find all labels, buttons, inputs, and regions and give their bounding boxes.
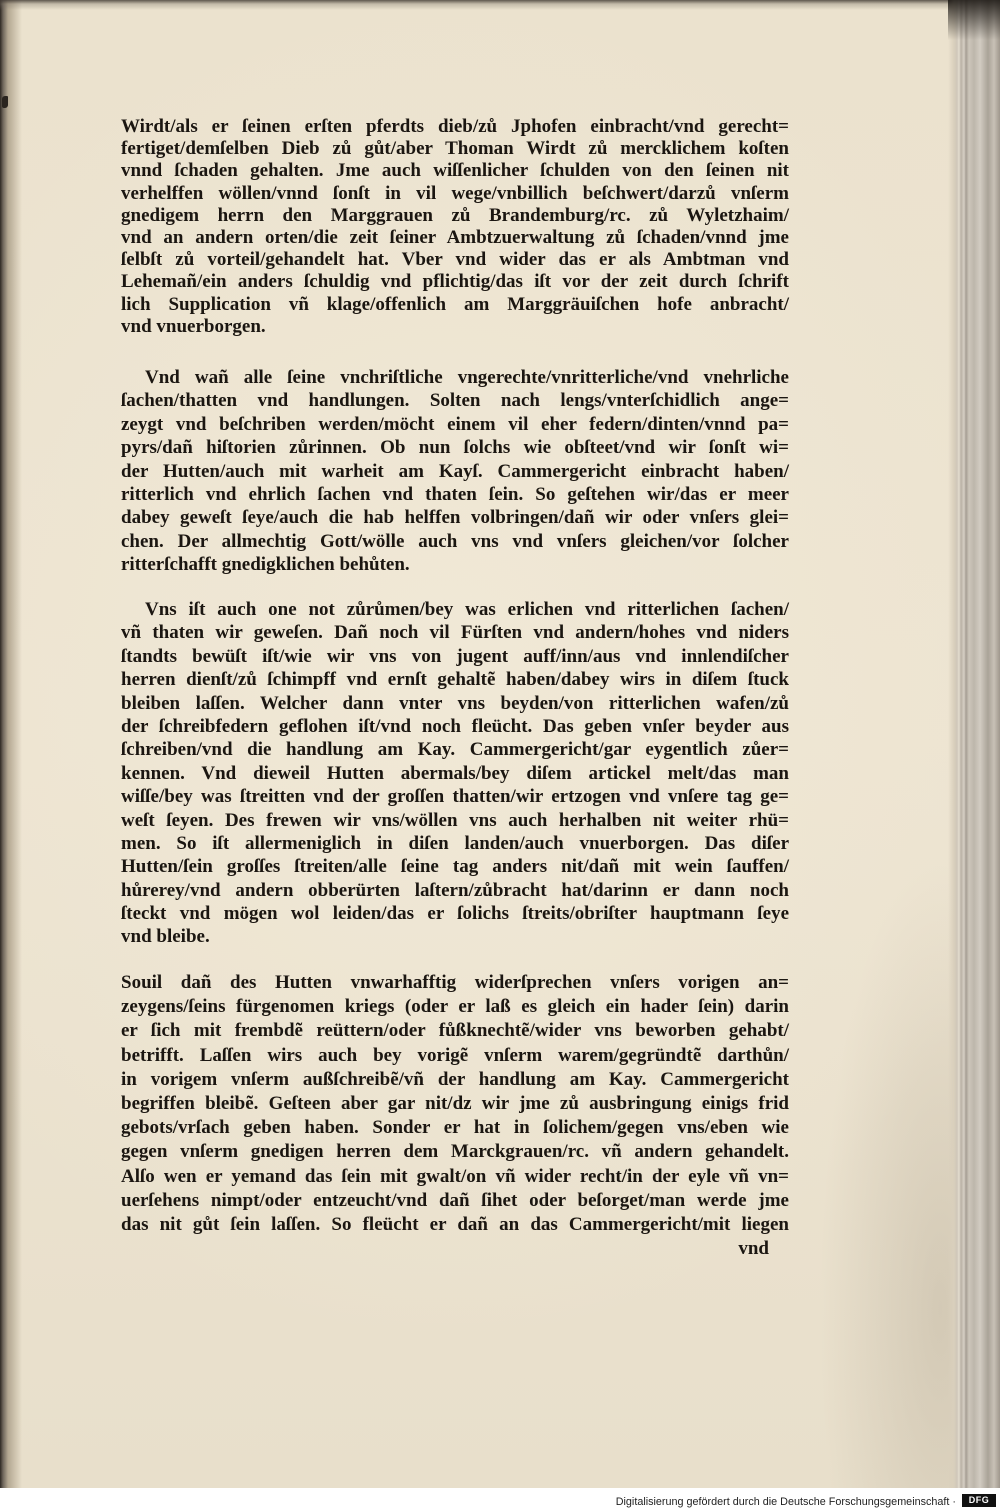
- text-line: dabey geweſt ſeye/auch die hab helffen volbringen/dañ wir oder vnſers glei=: [121, 507, 789, 529]
- paragraph: [121, 598, 789, 949]
- text-line: ſelbſt zů vorteil/gehandelt hat. Vber vnd wider das er als Ambtman vnd: [121, 249, 789, 271]
- text-line: das nit gůt ſein laſſen. So fleücht er dañ an das Cammergericht/mit liegen: [121, 1213, 789, 1235]
- digitization-credit: Digitalisierung gefördert durch die Deutsche Forschungsgemeinschaft ·: [615, 1496, 956, 1508]
- book-page-edge: [948, 0, 1000, 1488]
- dfg-logo: DFG: [962, 1494, 996, 1507]
- text-line: vñ thaten wir geweſen. Dañ noch vil Fürſten vnd andern/hohes vnd niders: [121, 622, 789, 644]
- text-line: verhelffen wöllen/vnnd ſonſt in vil wege/vnbillich beſchwert/darzů vnſerm: [121, 182, 789, 204]
- text-line: vnd an andern orten/die zeit ſeiner Ambtzuerwaltung zů ſchaden/vnnd jme: [121, 226, 789, 248]
- text-line: in vorigem vnſerm außſchreibẽ/vñ der handlung am Kay. Cammergericht: [121, 1068, 789, 1090]
- text-line: Alſo wen er yemand das ſein mit gwalt/on vñ wider recht/in der eyle vñ vn=: [121, 1165, 789, 1187]
- text-line: vnd vnuerborgen.: [121, 315, 266, 337]
- paragraph: [121, 366, 789, 577]
- text-line: weſt ſeyen. Des frewen wir vns/wöllen vns auch herhalben nit weiter rhü=: [121, 809, 789, 831]
- text-line: Vns iſt auch one not zůrůmen/bey was erlichen vnd ritterlichen ſachen/: [145, 599, 789, 620]
- text-line: lich Supplication vñ klage/offenlich am Marggräuiſchen hofe anbracht/: [121, 293, 789, 315]
- text-line: er ſich mit frembdẽ reüttern/oder fůßknechtẽ/wider vns beworben gehabt/: [121, 1020, 789, 1042]
- text-line: der Hutten/auch mit warheit am Kayſ. Cammergericht einbracht haben/: [121, 460, 789, 482]
- text-line: fertiget/demſelben Dieb zů gůt/aber Thoman Wirdt zů mercklichem koſten: [121, 138, 789, 160]
- text-line: men. So iſt allermeniglich in diſen landen/auch vnuerborgen. Das diſer: [121, 832, 789, 854]
- margin-mark: [2, 96, 8, 108]
- text-line: gebots/vrſach geben haben. Sonder er hat in ſolichem/gegen vns/eben wie: [121, 1117, 789, 1139]
- text-line: kennen. Vnd dieweil Hutten abermals/bey diſem artickel melt/das man: [121, 762, 789, 784]
- text-line: ſachen/thatten vnd handlungen. Solten nach lengs/vnterſchidlich ange=: [121, 390, 789, 412]
- text-line: ritterſchafft gnedigklichen behůten.: [121, 554, 410, 576]
- text-line: zeygt vnd beſchriben werden/möcht einem vil eher federn/dinten/vnnd pa=: [121, 413, 789, 435]
- paragraph: [121, 116, 789, 338]
- text-line: chen. Der allmechtig Gott/wölle auch vns vnd vnſers gleichen/vor ſolcher: [121, 530, 789, 552]
- text-line: hůrerey/vnd andern obberürten laſtern/zůbracht hat/darinn er dann noch: [121, 879, 789, 901]
- text-line: ſteckt vnd mögen wol leiden/das er ſolichs ſtreits/obriſter hauptmann ſeye: [121, 903, 789, 925]
- text-line: Lehemañ/ein anders ſchuldig vnd pflichtig/das iſt vor der zeit durch ſchrift: [121, 271, 789, 293]
- text-line: gnedigem herrn den Marggrauen zů Brandemburg/rc. zů Wyletzhaim/: [121, 204, 789, 226]
- text-line: begriffen bleibẽ. Geſteen aber gar nit/dz wir jme zů ausbringung einigs frid: [121, 1092, 789, 1114]
- text-line: uerſehens nimpt/oder entzeucht/vnd dañ ſihet oder beſorget/man werde jme: [121, 1189, 789, 1211]
- text-line: wiſſe/bey was ſtreitten vnd der groſſen thatten/wir ertzogen vnd vnſere tag ge=: [121, 786, 789, 808]
- text-line: Vnd wañ alle ſeine vnchriſtliche vngerechte/vnritterliche/vnd vnehrliche: [145, 367, 789, 388]
- text-line: Hutten/ſein groſſes ſtreiten/alle ſeine tag anders nit/dañ mit wein ſauffen/: [121, 856, 789, 878]
- text-line: pyrs/dañ hiſtorien zůrinnen. Ob nun ſolchs wie obſteet/vnd wir ſonſt wi=: [121, 437, 789, 459]
- text-line: vnd bleibe.: [121, 926, 210, 948]
- text-line: ritterlich vnd ehrlich ſachen vnd thaten ſein. So geſtehen wir/das er meer: [121, 483, 789, 505]
- text-line: Souil dañ des Hutten vnwarhafftig widerſprechen vnſers vorigen an=: [121, 972, 789, 993]
- text-line: Wirdt/als er ſeinen erſten pferdts dieb/zů Jphofen einbracht/vnd gerecht=: [121, 116, 789, 137]
- text-line: betrifft. Laſſen wirs auch bey vorigẽ vnſerm warem/gegründtẽ darthůn/: [121, 1044, 789, 1066]
- catchword: vnd: [738, 1238, 769, 1260]
- text-line: ſtandts bewüſt iſt/wie wir vns von jugent auff/inn/aus vnd innlendiſcher: [121, 645, 789, 667]
- text-line: bleiben laſſen. Welcher dann vnter vns beyden/von ritterlichen wafen/zů: [121, 692, 789, 714]
- text-line: zeygens/ſeins fürgenomen kriegs (oder er laß es gleich ein hader ſein) darin: [121, 996, 789, 1018]
- paragraph: [121, 971, 789, 1261]
- text-line: der ſchreibfedern geflohen iſt/vnd noch fleücht. Das geben vnſer beyder aus: [121, 715, 789, 737]
- text-line: herren dienſt/zů ſchimpff vnd ernſt gehaltẽ haben/dabey wirs in diſem ſtuck: [121, 669, 789, 691]
- text-line: gegen vnſerm gnedigen herren dem Marckgrauen/rc. vñ andern gehandelt.: [121, 1141, 789, 1163]
- text-line: ſchreiben/vnd die handlung am Kay. Cammergericht/gar eygentlich zůer=: [121, 739, 789, 761]
- text-line: vnnd ſchaden gehalten. Jme auch wiſſenlicher ſchulden von den ſeinen nit: [121, 160, 789, 182]
